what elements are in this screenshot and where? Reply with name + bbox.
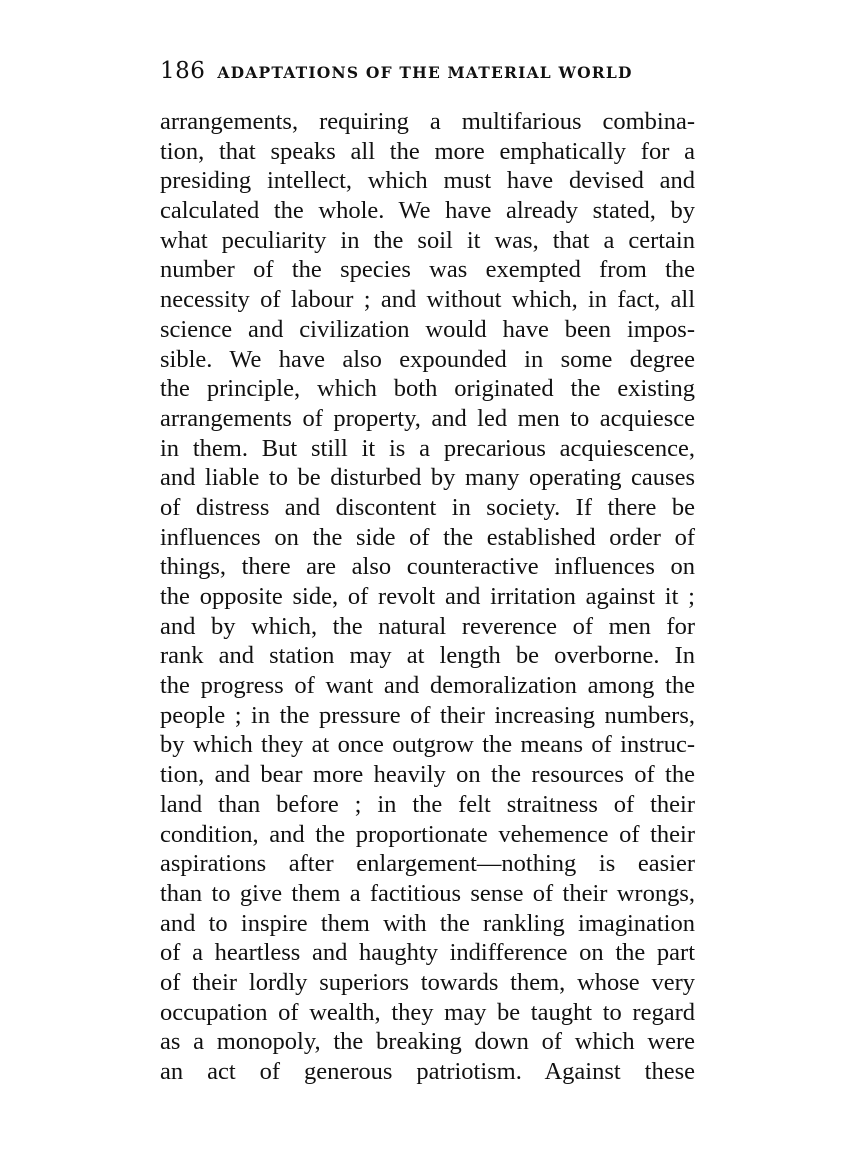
- text-line: what peculiarity in the soil it was, that a certain: [160, 226, 695, 254]
- text-line: influences on the side of the established order of: [160, 523, 695, 551]
- text-line: arrangements of property, and led men to acquiesce: [160, 404, 695, 432]
- text-line: an act of generous patriotism. Against these: [160, 1058, 695, 1085]
- text-line: and liable to be disturbed by many operating causes: [160, 464, 695, 492]
- text-line: things, there are also counteractive influences on: [160, 553, 695, 581]
- text-line: people ; in the pressure of their increasing numbers,: [160, 701, 695, 729]
- text-line: condition, and the proportionate vehemence of their: [160, 820, 695, 848]
- page-number: 186: [160, 58, 206, 84]
- text-line: tion, that speaks all the more emphatically for a: [160, 137, 695, 165]
- text-line: rank and station may at length be overborne. In: [160, 642, 695, 670]
- text-line: arrangements, requiring a multifarious combina-: [160, 108, 695, 135]
- text-line: science and civilization would have been impos-: [160, 315, 695, 343]
- text-line: tion, and bear more heavily on the resources of the: [160, 761, 695, 789]
- body-text: [160, 107, 695, 1087]
- running-head: [160, 58, 700, 84]
- text-line: land than before ; in the felt straitness of their: [160, 790, 695, 818]
- text-line: aspirations after enlargement—nothing is easier: [160, 850, 695, 878]
- text-line: the progress of want and demoralization among the: [160, 672, 695, 700]
- text-line: of distress and discontent in society. If there be: [160, 493, 695, 521]
- text-line: number of the species was exempted from the: [160, 256, 695, 284]
- text-line: presiding intellect, which must have devised and: [160, 167, 695, 195]
- text-line: and by which, the natural reverence of men for: [160, 612, 695, 640]
- text-line: calculated the whole. We have already stated, by: [160, 197, 695, 225]
- text-line: of their lordly superiors towards them, whose very: [160, 968, 695, 996]
- text-line: sible. We have also expounded in some degree: [160, 345, 695, 373]
- text-line: than to give them a factitious sense of their wrongs,: [160, 879, 695, 907]
- text-line: of a heartless and haughty indifference on the part: [160, 939, 695, 967]
- text-line: as a monopoly, the breaking down of which were: [160, 1028, 695, 1056]
- text-line: necessity of labour ; and without which, in fact, all: [160, 286, 695, 314]
- text-line: in them. But still it is a precarious acquiescence,: [160, 434, 695, 462]
- text-line: by which they at once outgrow the means of instruc-: [160, 731, 695, 759]
- text-line: the principle, which both originated the existing: [160, 375, 695, 403]
- text-line: the opposite side, of revolt and irritation against it ;: [160, 583, 695, 610]
- running-title: ADAPTATIONS OF THE MATERIAL WORLD: [217, 63, 633, 82]
- text-line: and to inspire them with the rankling imagination: [160, 909, 695, 937]
- text-line: occupation of wealth, they may be taught to regard: [160, 998, 695, 1026]
